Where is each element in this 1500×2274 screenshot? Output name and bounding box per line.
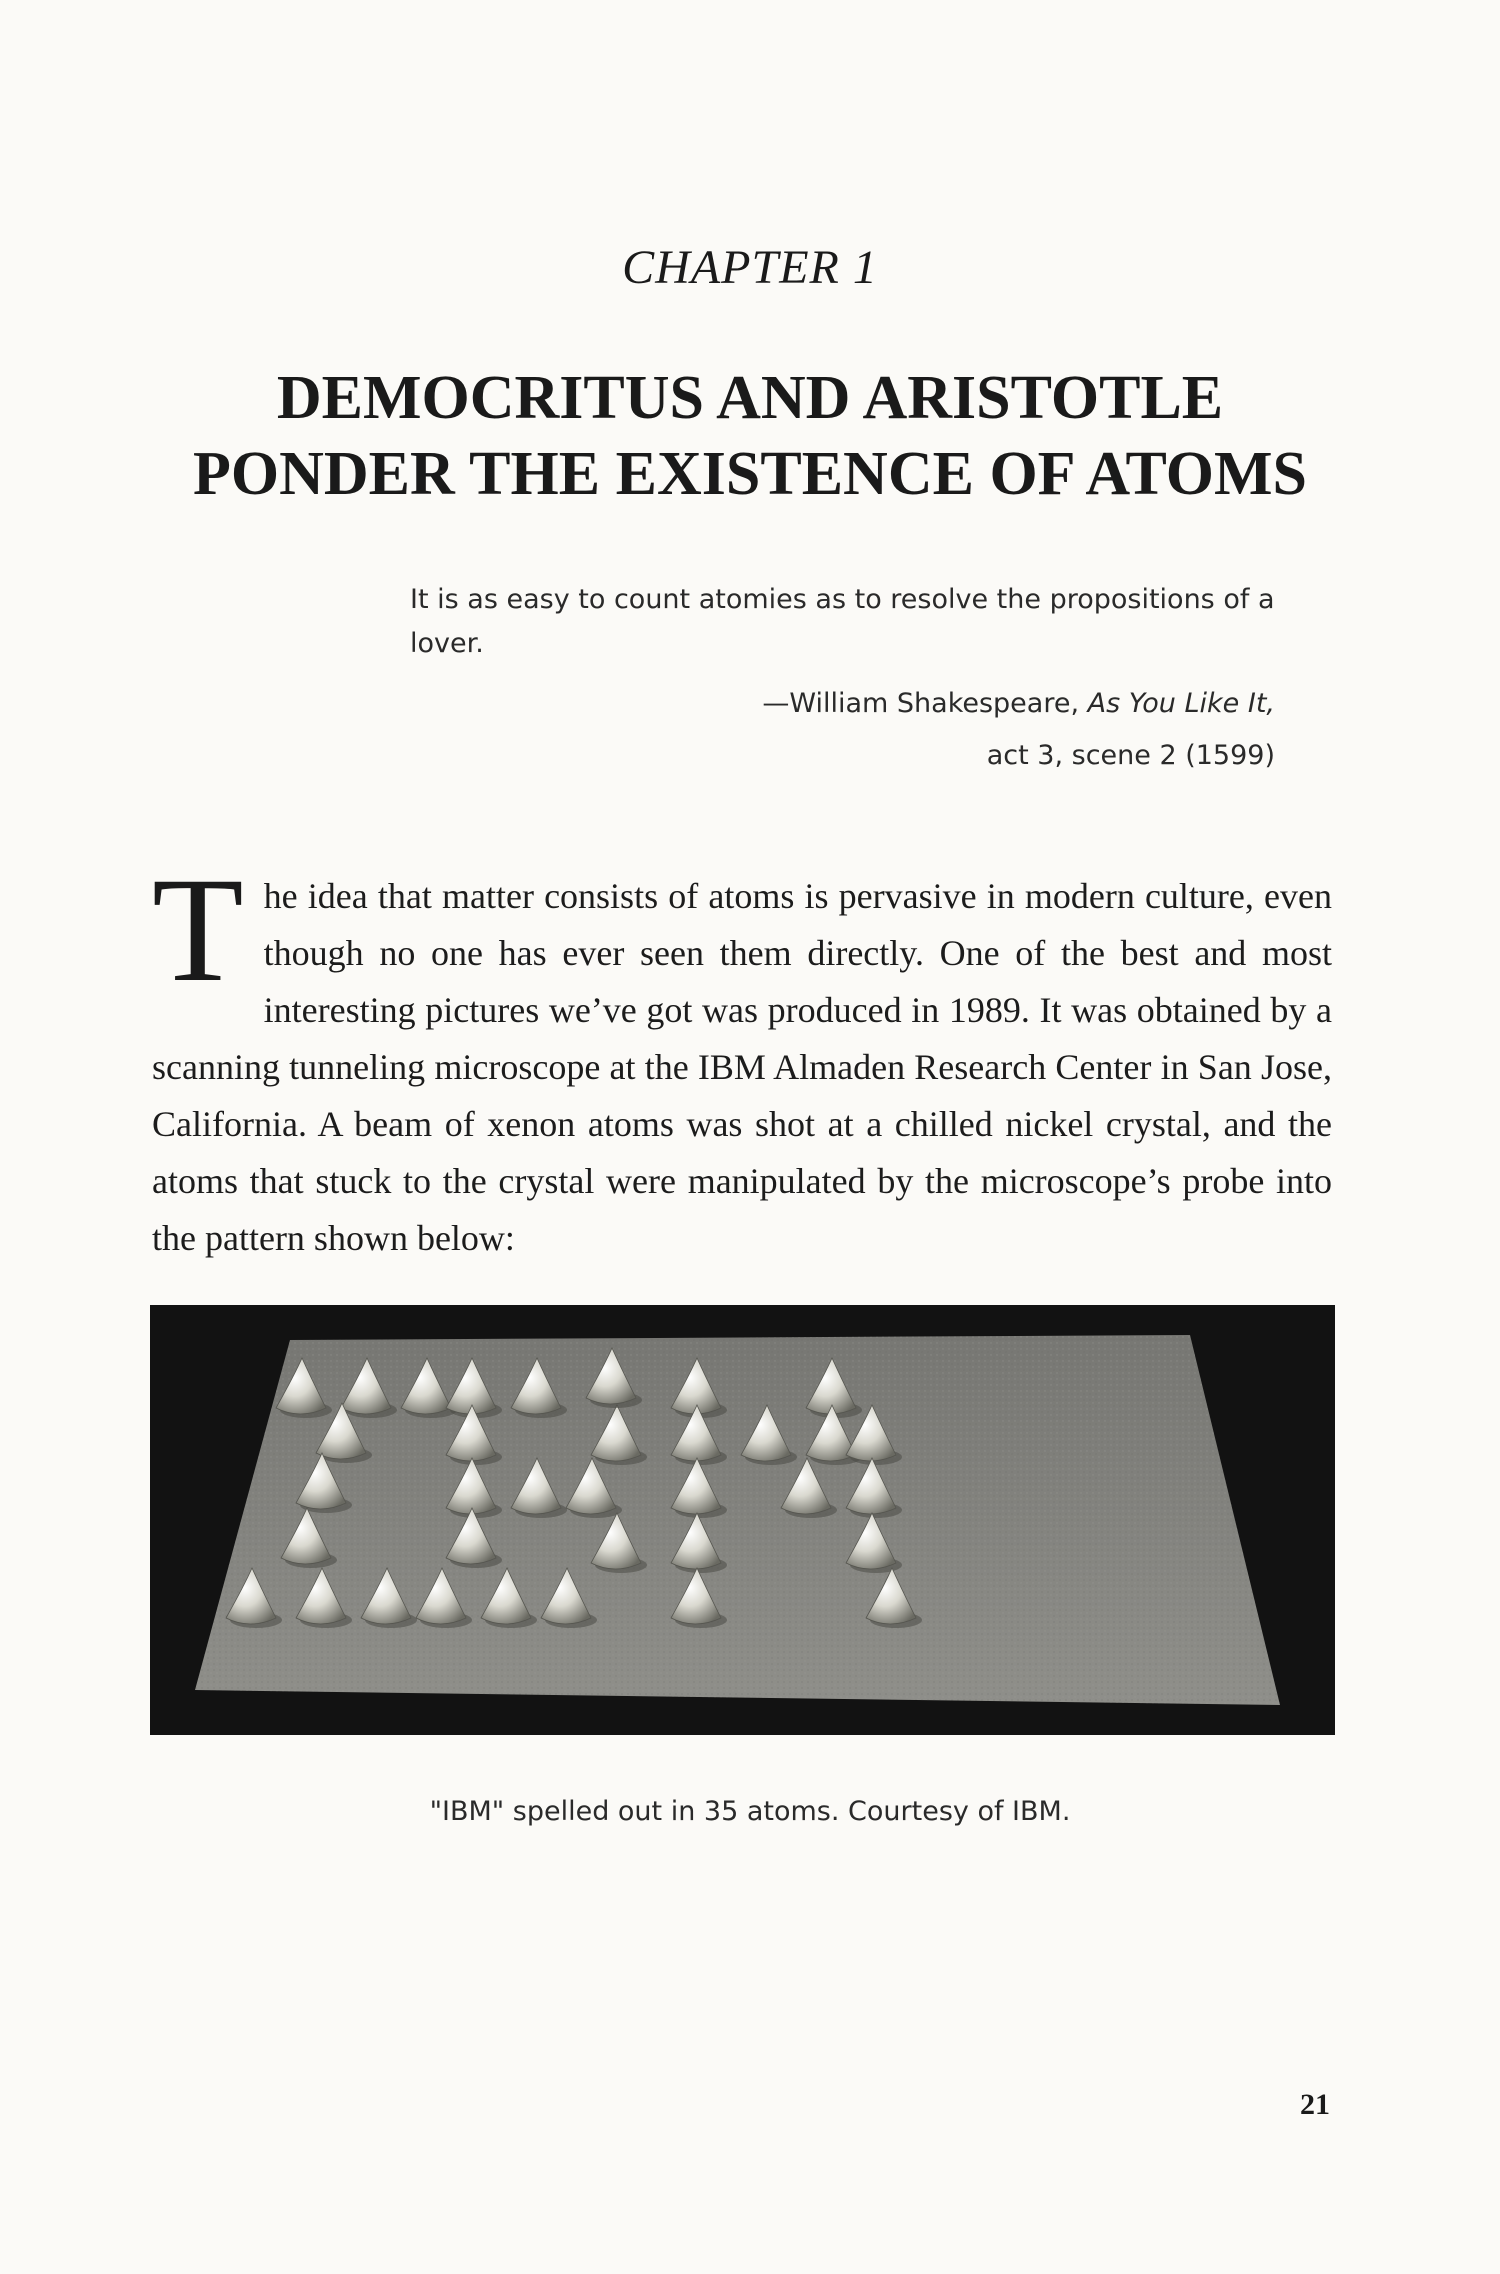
drop-cap: T — [152, 847, 244, 1013]
chapter-label: CHAPTER 1 — [622, 241, 878, 294]
body-paragraph-text: he idea that matter consists of atoms is pervasive in modern culture, even though no one has ever seen them directly. One of the best and most interesting pictures we’ve got was produced in 1989. It was obtained by a scanning tunneling microscope at the IBM Almaden Research Center in San Jose, California. A beam of xenon atoms was shot at a chilled nickel crystal, and the atoms that stuck to the crystal were manipulated by the microscope’s probe into the pattern shown below: — [152, 876, 1332, 1258]
chapter-title-line-1: DEMOCRITUS AND ARISTOTLE — [276, 364, 1224, 432]
body-paragraph — [152, 847, 1332, 1267]
attribution-work: As You Like It, — [1087, 688, 1275, 719]
epigraph-attribution — [410, 678, 1345, 782]
epigraph-quote: It is as easy to count atomies as to resolve the propositions of a lover. — [410, 584, 1275, 659]
ibm-atoms-figure — [150, 1305, 1335, 1735]
chapter-title — [100, 360, 1400, 512]
figure-caption: "IBM" spelled out in 35 atoms. Courtesy of IBM. — [429, 1796, 1071, 1827]
attribution-location: act 3, scene 2 (1599) — [986, 740, 1275, 771]
stm-image — [150, 1305, 1335, 1735]
epigraph — [410, 578, 1345, 782]
page-number: 21 — [1300, 2088, 1330, 2121]
attribution-author: —William Shakespeare, — [762, 688, 1088, 719]
chapter-title-line-2: PONDER THE EXISTENCE OF ATOMS — [193, 440, 1307, 508]
